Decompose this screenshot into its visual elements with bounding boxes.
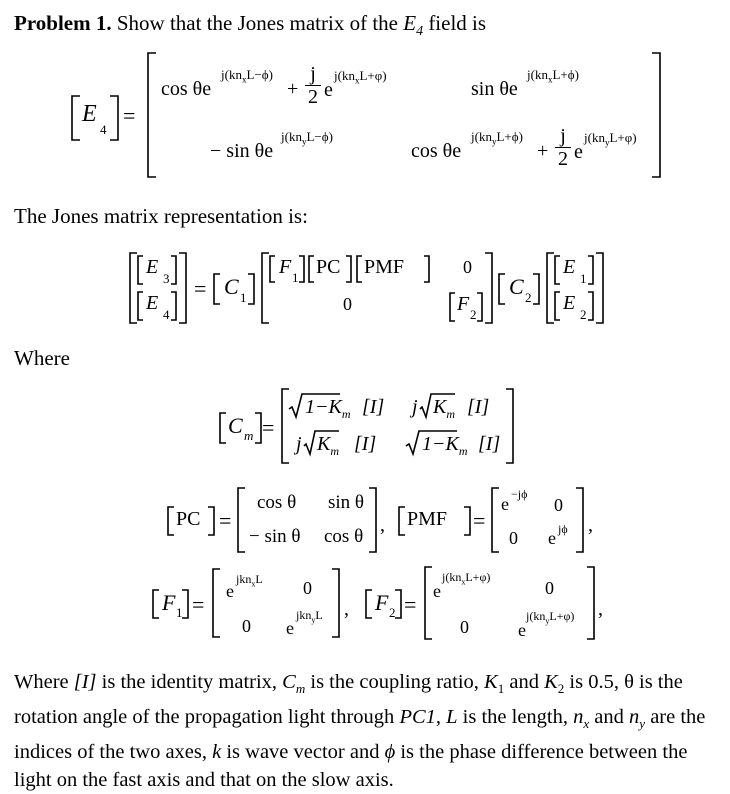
where-label: Where (14, 346, 70, 370)
pmf-a22-e: e (548, 528, 556, 548)
rep-e3-left (136, 255, 144, 285)
pc-a21: − sin θ (249, 526, 301, 547)
rep-rhs-outer-right (595, 252, 605, 324)
rep-c2-sub: 2 (525, 290, 532, 305)
lhs-right-bracket (108, 95, 120, 141)
f2-a21: 0 (460, 617, 469, 637)
pc-lhs-right (207, 506, 216, 536)
e4-a22: cos θe (411, 140, 462, 162)
cm-a21-j: j (296, 433, 302, 455)
pmf-a21: 0 (509, 528, 518, 548)
cm-a11-identity: [I] (362, 396, 385, 418)
e4-a21: − sin θe (210, 140, 274, 162)
f1-comma: , (344, 598, 349, 620)
closing-paragraph: Where [I] is the identity matrix, $C_m$ is the coupling ratio, $K_1$ and $K_2$ is 0.5, θ is the rotation angle of the propagation light through PC1, L is the length, $n_x$ and $n_y$ are the indices of the two axes, k is wave vector and ϕ is the phase difference between the light on the fast axis and that on the slow axis. (14, 671, 706, 792)
pmf-a12: 0 (554, 495, 563, 515)
e4-a11-exponent: $j(kn_xL-\phi)$ (221, 67, 273, 85)
f1-a21: 0 (242, 616, 251, 636)
cm-lhs: C (228, 413, 243, 438)
e4-a22-exponent: $j(kn_yL+\phi)$ (471, 129, 523, 147)
cm-a11: $1-K_m$ (305, 396, 351, 421)
pmf-comma: , (588, 514, 593, 536)
problem-statement-end: field is (423, 11, 487, 35)
pmf-a11-e: e (501, 494, 509, 514)
f1-a11-exp: jkn$_x$L (236, 572, 263, 589)
pmf-a22-exp: jϕ (558, 522, 568, 536)
rep-e3-right (170, 255, 178, 285)
f1-a12: 0 (303, 578, 312, 598)
e4-a22-fraction: j 2 (555, 126, 571, 169)
rep-e2-sub: 2 (580, 307, 587, 322)
rep-pc-right (345, 255, 353, 283)
rep-c1-right (247, 273, 256, 305)
e4-a12: sin θe (471, 78, 518, 100)
f2-a12: 0 (545, 578, 554, 598)
f2-a22-e: e (518, 620, 526, 640)
f2-lhs-sub: 2 (389, 605, 396, 620)
e4-a11-exponent2: $j(kn_xL+\varphi)$ (334, 68, 387, 86)
cm-a12-j: j (412, 396, 418, 418)
rep-f1-sub: 1 (292, 270, 299, 285)
rep-pmf-right (423, 255, 431, 283)
pc-left-bracket (236, 487, 246, 553)
cm-a21-k: $K_m$ (317, 433, 340, 458)
rep-e2: E (563, 292, 576, 314)
e4-a12-exponent: $j(kn_xL+\phi)$ (527, 67, 579, 85)
rep-c1: C (224, 274, 239, 299)
pc-lhs-left (166, 506, 175, 536)
f1-a22-e: e (286, 618, 294, 638)
rep-c2: C (509, 274, 524, 299)
rep-f1-left (268, 255, 276, 283)
rep-e2-left (553, 291, 561, 321)
e4-lhs-subscript: 4 (100, 122, 107, 137)
rep-e4-right (170, 291, 178, 321)
rep-c1-left (212, 273, 221, 305)
rep-e1-left (553, 255, 561, 285)
problem-heading (14, 11, 486, 40)
cm-a11-sqrt (288, 393, 304, 419)
rep-e3-sub: 3 (163, 271, 170, 286)
rep-pmf-left (355, 255, 363, 283)
f1-left-bracket (211, 568, 221, 638)
rep-e1-right (587, 255, 595, 285)
f2-a11-e: e (433, 581, 441, 601)
f1-lhs: F (162, 590, 176, 615)
cm-a12-identity: [I] (467, 396, 490, 418)
f2-lhs-left (364, 589, 373, 619)
e4-a22-plus: + (537, 140, 549, 162)
pmf-lhs-left (397, 506, 406, 536)
pc-comma: , (380, 514, 385, 536)
f2-right-bracket (586, 566, 596, 640)
pc-right-bracket (368, 487, 378, 553)
cm-a21-sqrt (303, 430, 317, 456)
rep-mid-a21: 0 (343, 294, 352, 314)
pc-a12: sin θ (328, 492, 365, 513)
pmf-right-bracket (575, 487, 585, 553)
f1-a11-e: e (226, 581, 234, 601)
rep-e1-sub: 1 (580, 271, 587, 286)
pc-lhs: PC (176, 508, 201, 530)
cm-a22-sqrt (405, 430, 421, 456)
rep-e2-right (587, 291, 595, 321)
cm-a12-sqrt (419, 393, 433, 419)
cm-a22-identity: [I] (478, 433, 501, 455)
rep-mid-right (484, 252, 494, 324)
f2-comma: , (598, 598, 603, 620)
problem-statement: Show that the Jones matrix of the (116, 11, 404, 35)
cm-a21-identity: [I] (354, 433, 377, 455)
e4-lhs-symbol: E (82, 101, 97, 127)
e4-a22-e: e (574, 141, 583, 163)
rep-e4-sub: 4 (163, 307, 170, 322)
e4-a22-exponent2: $j(kn_yL+\varphi)$ (584, 130, 637, 148)
f2-left-bracket (423, 566, 433, 640)
pmf-lhs-right (463, 506, 472, 536)
e4-a11-fraction: j 2 (305, 64, 321, 107)
rep-lhs-outer-right (178, 252, 188, 324)
cm-right-bracket (505, 388, 515, 464)
pc-a11: cos θ (257, 492, 297, 513)
f1-lhs-right (181, 589, 190, 619)
e4-a11: cos θe (161, 78, 212, 100)
pmf-a11-exp: −jϕ (511, 487, 528, 501)
rep-f2-right (476, 292, 484, 322)
f2-a11-exp: $j(kn_xL+\varphi)$ (442, 570, 491, 587)
f1-lhs-sub: 1 (176, 605, 183, 620)
field-symbol: E (403, 11, 417, 35)
rep-e1: E (563, 256, 576, 278)
e4-a11-e: e (324, 79, 333, 101)
rep-c2-right (532, 273, 541, 305)
rep-e4-left (136, 291, 144, 321)
rep-f2-sub: 2 (470, 307, 477, 322)
f1-lhs-left (151, 589, 160, 619)
representation-text: The Jones matrix representation is: (14, 204, 308, 228)
f2-lhs: F (375, 590, 389, 615)
rep-pc-left (307, 255, 315, 283)
e4-matrix-right-bracket (650, 52, 662, 178)
e4-matrix-left-bracket (146, 52, 158, 178)
f1-right-bracket (331, 568, 341, 638)
rep-c2-left (497, 273, 506, 305)
cm-lhs-left (218, 412, 227, 444)
problem-label: Problem 1. (14, 11, 112, 35)
rep-e4: E (146, 292, 159, 314)
rep-f1: F (279, 256, 292, 278)
rep-f2: F (457, 293, 470, 315)
rep-e3: E (146, 256, 159, 278)
pmf-lhs: PMF (407, 508, 448, 530)
cm-a12-k: $K_m$ (433, 396, 456, 421)
rep-c1-sub: 1 (240, 290, 247, 305)
rep-pc: PC (316, 256, 341, 278)
field-subscript: 4 (416, 24, 424, 40)
f1-a22-exp: jkn$_y$L (296, 608, 323, 625)
pmf-left-bracket (490, 487, 500, 553)
cm-a22: $1-K_m$ (422, 433, 468, 458)
rep-mid-a12: 0 (463, 257, 472, 277)
rep-f1-right (298, 255, 306, 283)
rep-f2-left (448, 292, 456, 322)
f2-a22-exp: $j(kn_yL+\varphi)$ (526, 609, 575, 626)
lhs-left-bracket (70, 95, 82, 141)
e4-a21-exponent: $j(kn_yL-\phi)$ (281, 129, 333, 147)
f2-lhs-right (394, 589, 403, 619)
e4-a11-plus: + (287, 78, 299, 100)
cm-lhs-sub: m (244, 428, 254, 443)
pc-a22: cos θ (324, 526, 364, 547)
rep-pmf: PMF (364, 256, 405, 278)
